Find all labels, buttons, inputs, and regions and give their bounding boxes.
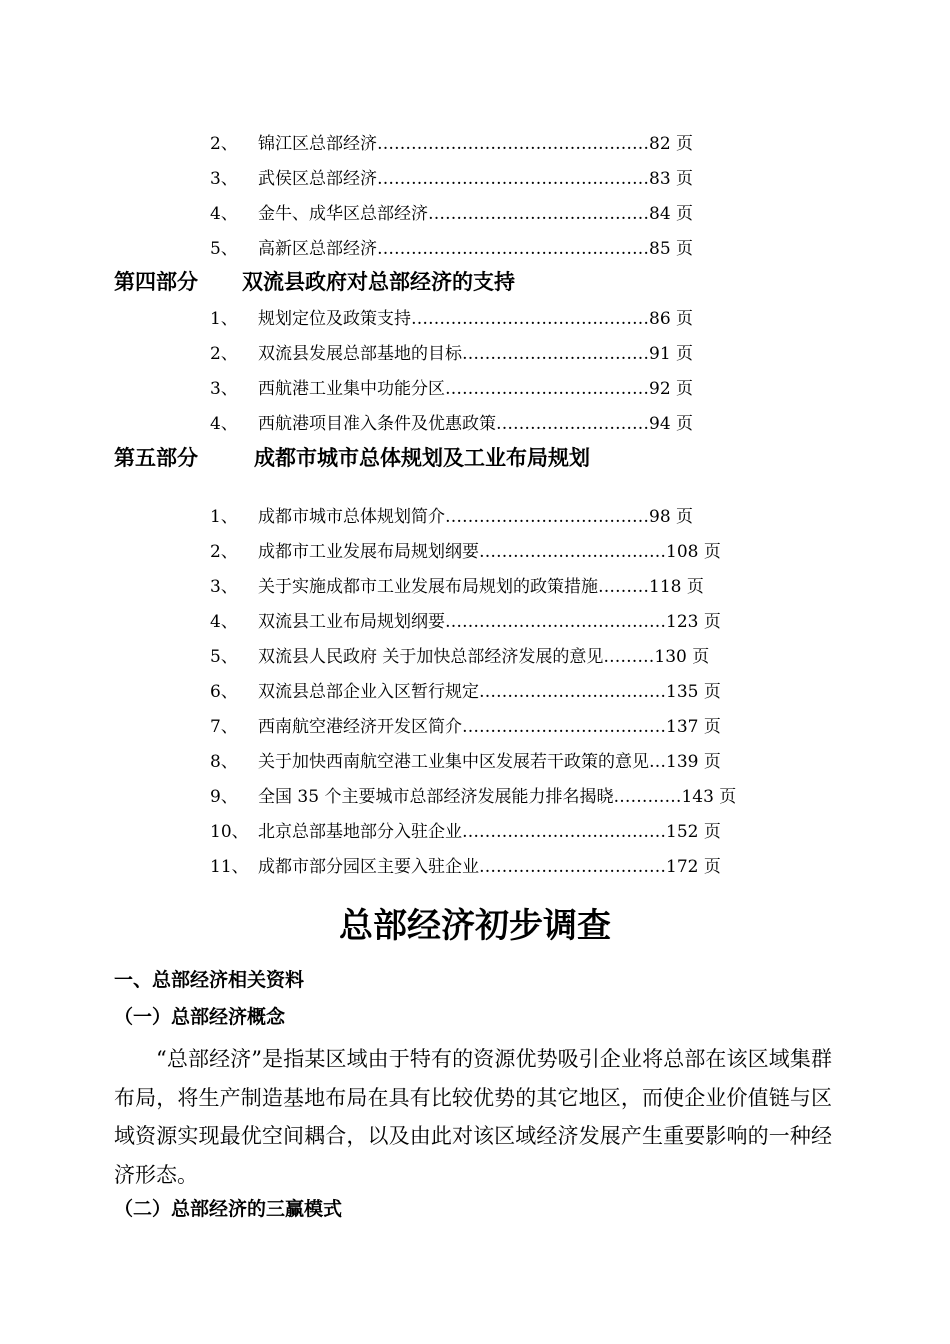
- toc-item: [210, 237, 810, 261]
- body-paragraph: “总部经济”是指某区域由于特有的资源优势吸引企业将总部在该区域集群布局，将生产制造基地布局在具有比较优势的其它地区，而使企业价值链与区域资源实现最优空间耦合，以及由此对该区域经济发展产生重要影响的一种经济形态。: [114, 1047, 832, 1187]
- toc-item-number: 5、: [210, 239, 238, 259]
- part5-heading: [114, 443, 754, 473]
- toc-item-text: 锦江区总部经济…………………………………………82 页: [258, 134, 694, 154]
- toc-item: [210, 750, 830, 774]
- toc-item: [210, 307, 810, 331]
- toc-item: [210, 342, 810, 366]
- toc-item: [210, 820, 830, 844]
- toc-item-number: 10、: [210, 822, 249, 842]
- subsection-heading: （二）总部经济的三赢模式: [114, 1198, 343, 1220]
- toc-item: [210, 377, 810, 401]
- toc-item-number: 4、: [210, 204, 238, 224]
- part4-title: 双流县政府对总部经济的支持: [242, 270, 515, 294]
- toc-item-text: 成都市部分园区主要入驻企业……………………………172 页: [258, 857, 721, 877]
- part5-label: 第五部分: [114, 446, 198, 470]
- toc-item: [210, 855, 830, 879]
- toc-item-text: 双流县发展总部基地的目标……………………………91 页: [258, 344, 694, 364]
- section-heading: 一、总部经济相关资料: [114, 969, 305, 991]
- toc-item: [210, 505, 830, 529]
- toc-item-text: 成都市城市总体规划简介………………………………98 页: [258, 507, 694, 527]
- toc-item: [210, 645, 830, 669]
- toc-item-number: 4、: [210, 612, 238, 632]
- toc-item-number: 3、: [210, 577, 238, 597]
- toc-item-number: 11、: [210, 857, 249, 877]
- toc-item: [210, 132, 810, 156]
- toc-item: [210, 680, 830, 704]
- toc-item-number: 1、: [210, 507, 238, 527]
- toc-item: [210, 540, 830, 564]
- part4-heading: [114, 267, 714, 297]
- toc-item-text: 金牛、成华区总部经济…………………………………84 页: [258, 204, 694, 224]
- subsection-heading: （一）总部经济概念: [114, 1006, 286, 1028]
- toc-item: [210, 715, 830, 739]
- toc-item-text: 双流县人民政府 关于加快总部经济发展的意见………130 页: [258, 647, 710, 667]
- toc-item-number: 3、: [210, 379, 238, 399]
- toc-item-text: 西南航空港经济开发区简介………………………………137 页: [258, 717, 721, 737]
- toc-item: [210, 167, 810, 191]
- toc-item-text: 成都市工业发展布局规划纲要……………………………108 页: [258, 542, 721, 562]
- toc-item-text: 双流县总部企业入区暂行规定……………………………135 页: [258, 682, 721, 702]
- toc-item-number: 4、: [210, 414, 238, 434]
- toc-item-text: 全国 35 个主要城市总部经济发展能力排名揭晓…………143 页: [258, 787, 737, 807]
- toc-item-text: 西航港项目准入条件及优惠政策………………………94 页: [258, 414, 694, 434]
- toc-item: [210, 412, 810, 436]
- toc-item-number: 2、: [210, 134, 238, 154]
- part5-title: 成都市城市总体规划及工业布局规划: [254, 446, 590, 470]
- toc-item: [210, 202, 810, 226]
- toc-item-text: 关于实施成都市工业发展布局规划的政策措施………118 页: [258, 577, 704, 597]
- toc-item-number: 1、: [210, 309, 238, 329]
- toc-item-text: 西航港工业集中功能分区………………………………92 页: [258, 379, 694, 399]
- toc-item-number: 2、: [210, 542, 238, 562]
- toc-item-number: 7、: [210, 717, 238, 737]
- toc-item-number: 5、: [210, 647, 238, 667]
- toc-item: [210, 575, 830, 599]
- toc-item-text: 双流县工业布局规划纲要…………………………………123 页: [258, 612, 721, 632]
- page-title: 总部经济初步调查: [339, 906, 611, 946]
- toc-item-number: 2、: [210, 344, 238, 364]
- toc-item-number: 9、: [210, 787, 238, 807]
- toc-item-number: 3、: [210, 169, 238, 189]
- toc-item: [210, 610, 830, 634]
- toc-item-text: 规划定位及政策支持……………………………………86 页: [258, 309, 694, 329]
- toc-item-number: 8、: [210, 752, 238, 772]
- part4-label: 第四部分: [114, 270, 198, 294]
- toc-item-text: 北京总部基地部分入驻企业………………………………152 页: [258, 822, 721, 842]
- toc-item-text: 关于加快西南航空港工业集中区发展若干政策的意见…139 页: [258, 752, 721, 772]
- toc-item-text: 武侯区总部经济…………………………………………83 页: [258, 169, 694, 189]
- toc-item-text: 高新区总部经济…………………………………………85 页: [258, 239, 694, 259]
- toc-item-number: 6、: [210, 682, 238, 702]
- toc-item: [210, 785, 830, 809]
